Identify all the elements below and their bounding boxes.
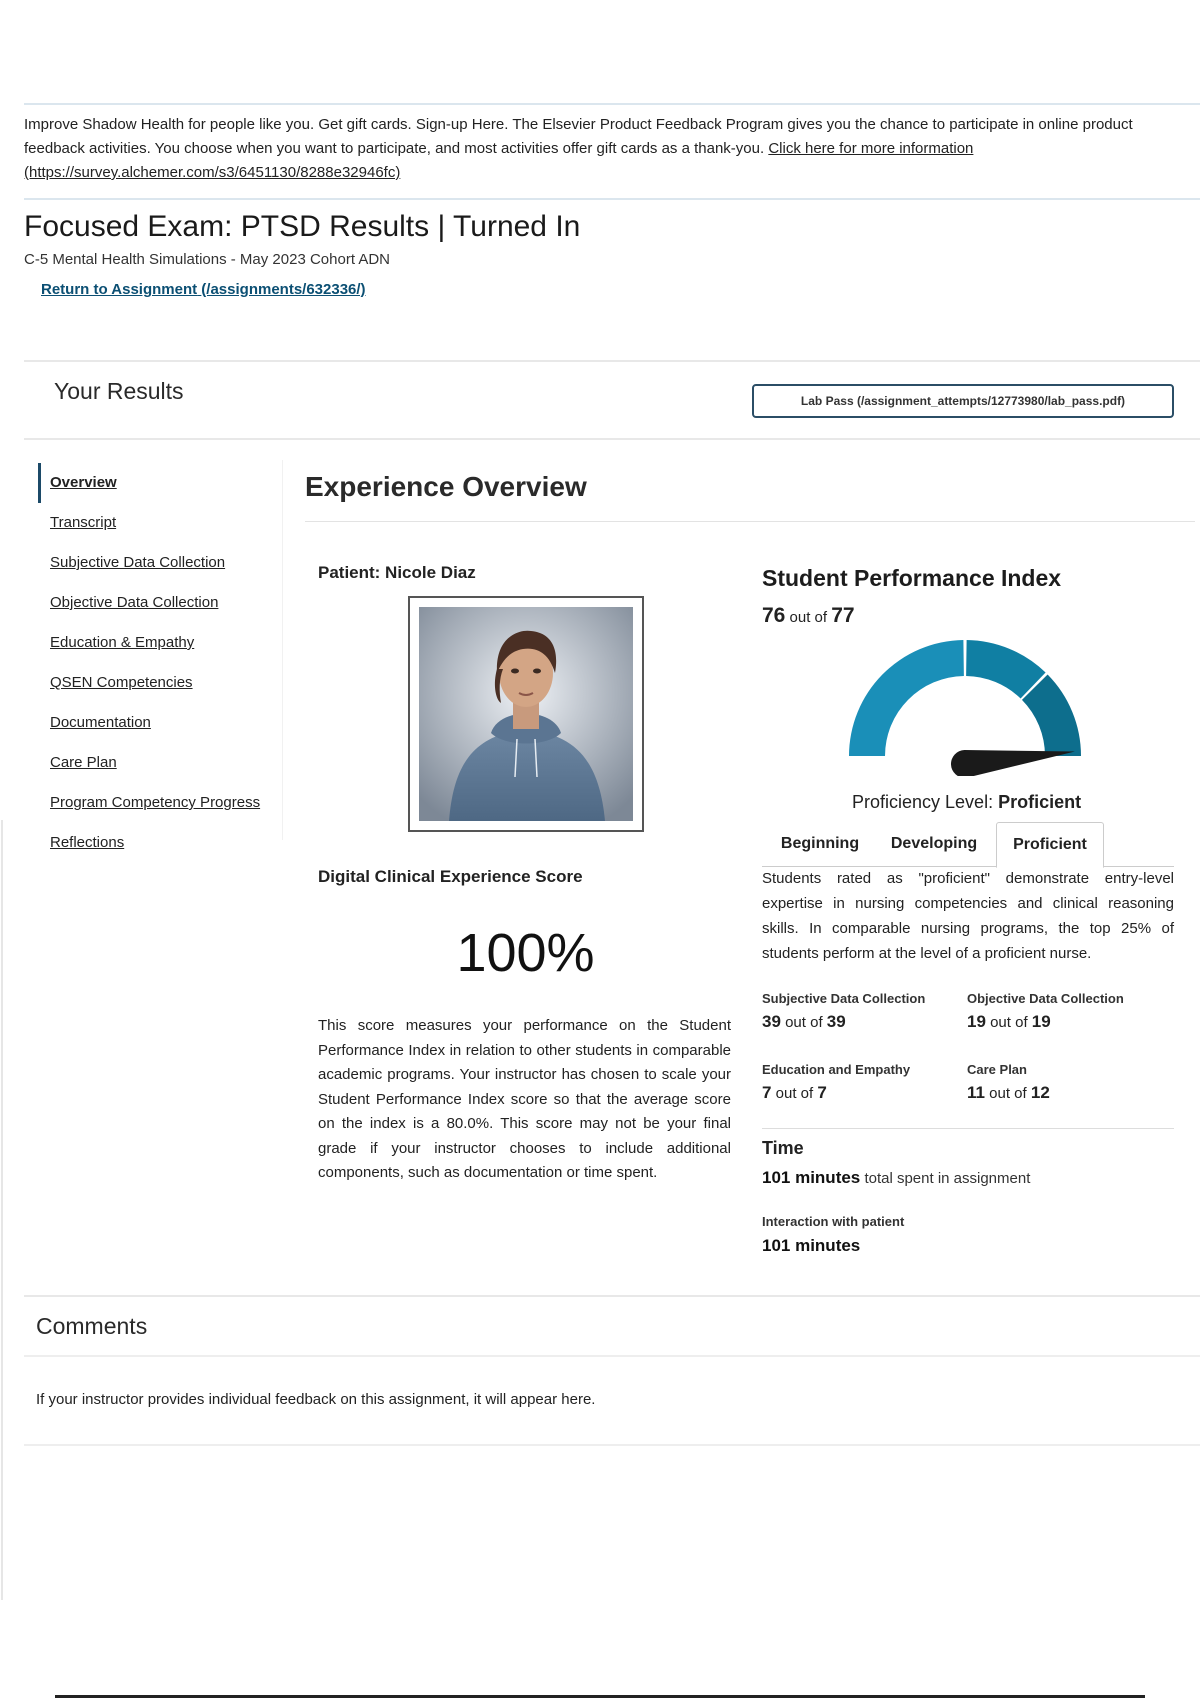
banner-text: Improve Shadow Health for people like you. Get gift cards. Sign-up Here. The Elsevier Product Feedback Program gives you the chance to participate in online product feedback activities. You choose when you want to participate, and most activities offer gift cards as a thank-you. — [24, 116, 1133, 157]
gauge-needle — [951, 750, 1075, 776]
overview-divider — [305, 521, 1195, 522]
metric-objective-value — [967, 1012, 1051, 1032]
sidebar-item-care-plan[interactable]: Care Plan — [50, 754, 117, 771]
metric-careplan-max: 12 — [1030, 1083, 1050, 1102]
your-results-heading: Your Results — [54, 378, 184, 404]
banner-info-url[interactable]: (https://survey.alchemer.com/s3/6451130/8288e32946fc) — [24, 164, 401, 181]
proficiency-level — [852, 792, 1081, 813]
metrics-divider — [762, 1128, 1174, 1129]
proficiency-value: Proficient — [998, 792, 1082, 812]
sidebar-item-objective-data-collection[interactable]: Objective Data Collection — [50, 594, 219, 611]
metric-careplan-value — [967, 1083, 1050, 1103]
feedback-banner — [24, 113, 1174, 185]
tab-developing[interactable]: Developing — [890, 835, 978, 852]
banner-info-link[interactable]: Click here for more information — [768, 140, 974, 157]
sidebar-item-transcript[interactable]: Transcript — [50, 514, 117, 531]
time-total — [762, 1168, 1030, 1188]
comments-bottom-divider — [24, 1444, 1200, 1446]
time-heading: Time — [762, 1138, 804, 1158]
metric-objective-label: Objective Data Collection — [967, 991, 1124, 1006]
sidebar-item-subjective-data-collection[interactable]: Subjective Data Collection — [50, 554, 226, 571]
page-left-edge — [1, 820, 3, 1600]
sidebar-item-education-empathy[interactable]: Education & Empathy — [50, 634, 195, 651]
sidebar-item-overview[interactable]: Overview — [38, 463, 278, 503]
time-total-suffix: total spent in assignment — [864, 1170, 1031, 1187]
sidebar-item-documentation[interactable]: Documentation — [50, 714, 151, 731]
sidebar-item-program-competency-progress[interactable]: Program Competency Progress — [50, 794, 261, 811]
return-link-url[interactable]: (/assignments/632336/) — [201, 281, 366, 298]
comments-heading: Comments — [36, 1313, 148, 1339]
metric-subjective-value — [762, 1012, 846, 1032]
time-total-value: 101 minutes — [762, 1168, 861, 1187]
metric-education-score: 7 — [762, 1083, 772, 1102]
metric-subjective-score: 39 — [762, 1012, 781, 1031]
comments-text: If your instructor provides individual feedback on this assignment, it will appear here. — [36, 1391, 596, 1408]
tab-beginning[interactable]: Beginning — [780, 835, 860, 852]
proficiency-prefix: Proficiency Level: — [852, 792, 994, 812]
metric-education-value — [762, 1083, 827, 1103]
results-sidebar-nav — [38, 463, 278, 863]
sidebar-item-reflections[interactable]: Reflections — [50, 834, 125, 851]
metric-education-max: 7 — [817, 1083, 827, 1102]
return-to-assignment-link[interactable] — [41, 281, 366, 298]
gauge-segment-beginning — [849, 640, 964, 756]
spi-score-value: 76 — [762, 604, 786, 627]
lab-pass-button[interactable]: Lab Pass (/assignment_attempts/12773980/lab_pass.pdf) — [752, 384, 1174, 418]
metric-careplan-label: Care Plan — [967, 1062, 1027, 1077]
metric-education-out-of: out of — [775, 1085, 814, 1102]
metric-objective-score: 19 — [967, 1012, 986, 1031]
patient-name: Patient: Nicole Diaz — [318, 563, 476, 582]
page-title: Focused Exam: PTSD Results | Turned In — [24, 210, 581, 243]
interaction-label: Interaction with patient — [762, 1214, 905, 1229]
results-top-divider — [24, 360, 1200, 362]
tab-proficient[interactable]: Proficient — [996, 822, 1104, 868]
metric-careplan-out-of: out of — [989, 1085, 1027, 1102]
page-bottom-rule — [55, 1695, 1145, 1698]
sidebar-divider — [282, 460, 283, 840]
banner-bottom-divider — [24, 198, 1200, 200]
experience-overview-heading: Experience Overview — [305, 471, 587, 502]
metric-careplan-score: 11 — [967, 1083, 985, 1102]
return-link-label[interactable]: Return to Assignment — [41, 281, 198, 298]
proficiency-tabs — [762, 822, 1174, 867]
metric-subjective-label: Subjective Data Collection — [762, 991, 926, 1006]
spi-out-of: out of — [789, 609, 828, 626]
sidebar-item-qsen-competencies[interactable]: QSEN Competencies — [50, 674, 193, 691]
metric-objective-max: 19 — [1031, 1012, 1051, 1031]
dces-score: 100% — [456, 923, 595, 983]
course-subtitle: C-5 Mental Health Simulations - May 2023 Cohort ADN — [24, 251, 390, 268]
dces-label: Digital Clinical Experience Score — [318, 867, 583, 886]
proficiency-description: Students rated as "proficient" demonstrate entry-level expertise in nursing competencies and clinical reasoning skills. In comparable nursing programs, the top 25% of students perform at the level of a proficient nurse. — [762, 870, 1174, 962]
metric-education-label: Education and Empathy — [762, 1062, 911, 1077]
metric-subjective-out-of: out of — [785, 1014, 823, 1031]
spi-score — [762, 604, 855, 628]
metric-objective-out-of: out of — [990, 1014, 1028, 1031]
banner-top-divider — [24, 103, 1200, 105]
spi-gauge — [845, 636, 1085, 776]
dces-description: This score measures your performance on the Student Performance Index in relation to other students in comparable academic programs. Your instructor has chosen to scale your Student Performance Index score so that the average score on the index is a 80.0%. This score may not be your final grade if your instructor chooses to include additional components, such as documentation or time spent. — [318, 1017, 731, 1181]
comments-mid-divider — [24, 1355, 1200, 1357]
results-bottom-divider — [24, 438, 1200, 440]
spi-heading: Student Performance Index — [762, 565, 1062, 591]
patient-portrait-image — [419, 607, 633, 821]
metric-subjective-max: 39 — [826, 1012, 846, 1031]
spi-score-max: 77 — [831, 604, 855, 627]
interaction-value: 101 minutes — [762, 1236, 861, 1255]
comments-top-divider — [24, 1295, 1200, 1297]
patient-avatar — [408, 596, 644, 832]
